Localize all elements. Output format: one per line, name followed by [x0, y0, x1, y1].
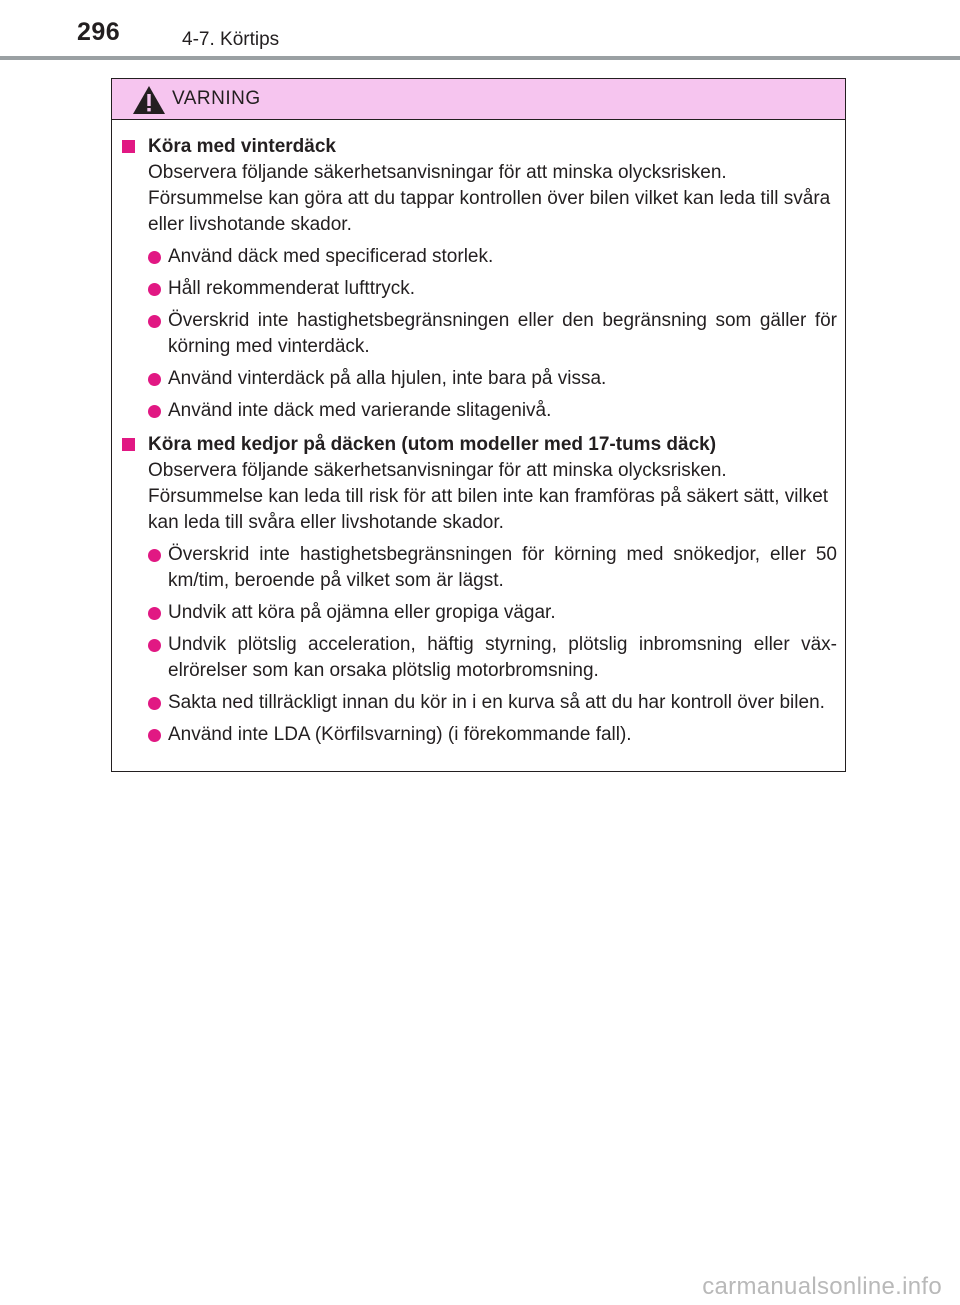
list-item-text: Undvik att köra på ojämna eller gropiga vägar.	[168, 602, 556, 623]
circle-bullet-icon	[148, 283, 161, 296]
list-item	[122, 398, 837, 424]
list-item-text: Sakta ned tillräckligt innan du kör in i en kurva så att du har kontroll över bilen.	[168, 692, 825, 713]
warning-box	[111, 78, 846, 772]
list-item-text: Använd vinterdäck på alla hjulen, inte bara på vissa.	[168, 368, 607, 389]
circle-bullet-icon	[148, 315, 161, 328]
page-header	[0, 0, 960, 62]
warning-triangle-icon	[132, 85, 166, 115]
circle-bullet-icon	[148, 373, 161, 386]
list-item-text: Håll rekommenderat lufttryck.	[168, 278, 416, 299]
list-item	[122, 244, 837, 270]
header-rule	[0, 56, 960, 60]
circle-bullet-icon	[148, 607, 161, 620]
list-item	[122, 308, 837, 360]
warning-header	[112, 79, 845, 120]
section-description: Observera följande säkerhetsanvisningar för att minska olycksrisken. Försummelse kan göra att du tappar kontrollen över bilen vilket kan leda till svåra eller livshotande skador.	[148, 162, 831, 235]
list-item	[122, 632, 837, 684]
list-item-text: Använd däck med specificerad storlek.	[168, 246, 494, 267]
circle-bullet-icon	[148, 405, 161, 418]
list-item	[122, 542, 837, 594]
list-item	[122, 366, 837, 392]
list-item	[122, 722, 837, 748]
list-item-text: Överskrid inte hastighetsbegränsningen för körning med snökedjor, eller 50 km/tim, beroende på vilket som är lägst.	[168, 544, 837, 591]
section-snow-chains	[122, 432, 837, 748]
section-heading	[122, 432, 837, 458]
list-item	[122, 276, 837, 302]
section-heading	[122, 134, 837, 160]
list-item-text: Undvik plötslig acceleration, häftig styrning, plötslig inbromsning eller väx-elrörelser som kan orsaka plötslig motorbromsning.	[168, 634, 837, 681]
warning-label: VARNING	[172, 88, 261, 109]
list-item	[122, 600, 837, 626]
square-bullet-icon	[122, 140, 135, 153]
list-item-text: Överskrid inte hastighetsbegränsningen eller den begränsning som gäller för körning med vinterdäck.	[168, 310, 837, 357]
square-bullet-icon	[122, 438, 135, 451]
circle-bullet-icon	[148, 697, 161, 710]
list-item	[122, 690, 837, 716]
circle-bullet-icon	[148, 639, 161, 652]
circle-bullet-icon	[148, 729, 161, 742]
list-item-text: Använd inte LDA (Körfilsvarning) (i förekommande fall).	[168, 724, 632, 745]
warning-body	[112, 120, 845, 748]
page-number: 296	[77, 18, 121, 46]
section-heading-text: Köra med vinterdäck	[148, 136, 336, 157]
section-description: Observera följande säkerhetsanvisningar för att minska olycksrisken. Försummelse kan leda till risk för att bilen inte kan framföras på säkert sätt, vilket kan leda till svåra eller livshotande skador.	[148, 460, 829, 533]
section-winter-tires	[122, 134, 837, 424]
circle-bullet-icon	[148, 251, 161, 264]
list-item-text: Använd inte däck med varierande slitagenivå.	[168, 400, 552, 421]
section-heading-text: Köra med kedjor på däcken (utom modeller med 17-tums däck)	[148, 434, 717, 455]
watermark: carmanualsonline.info	[702, 1273, 942, 1300]
circle-bullet-icon	[148, 549, 161, 562]
section-title: 4-7. Körtips	[182, 29, 280, 50]
